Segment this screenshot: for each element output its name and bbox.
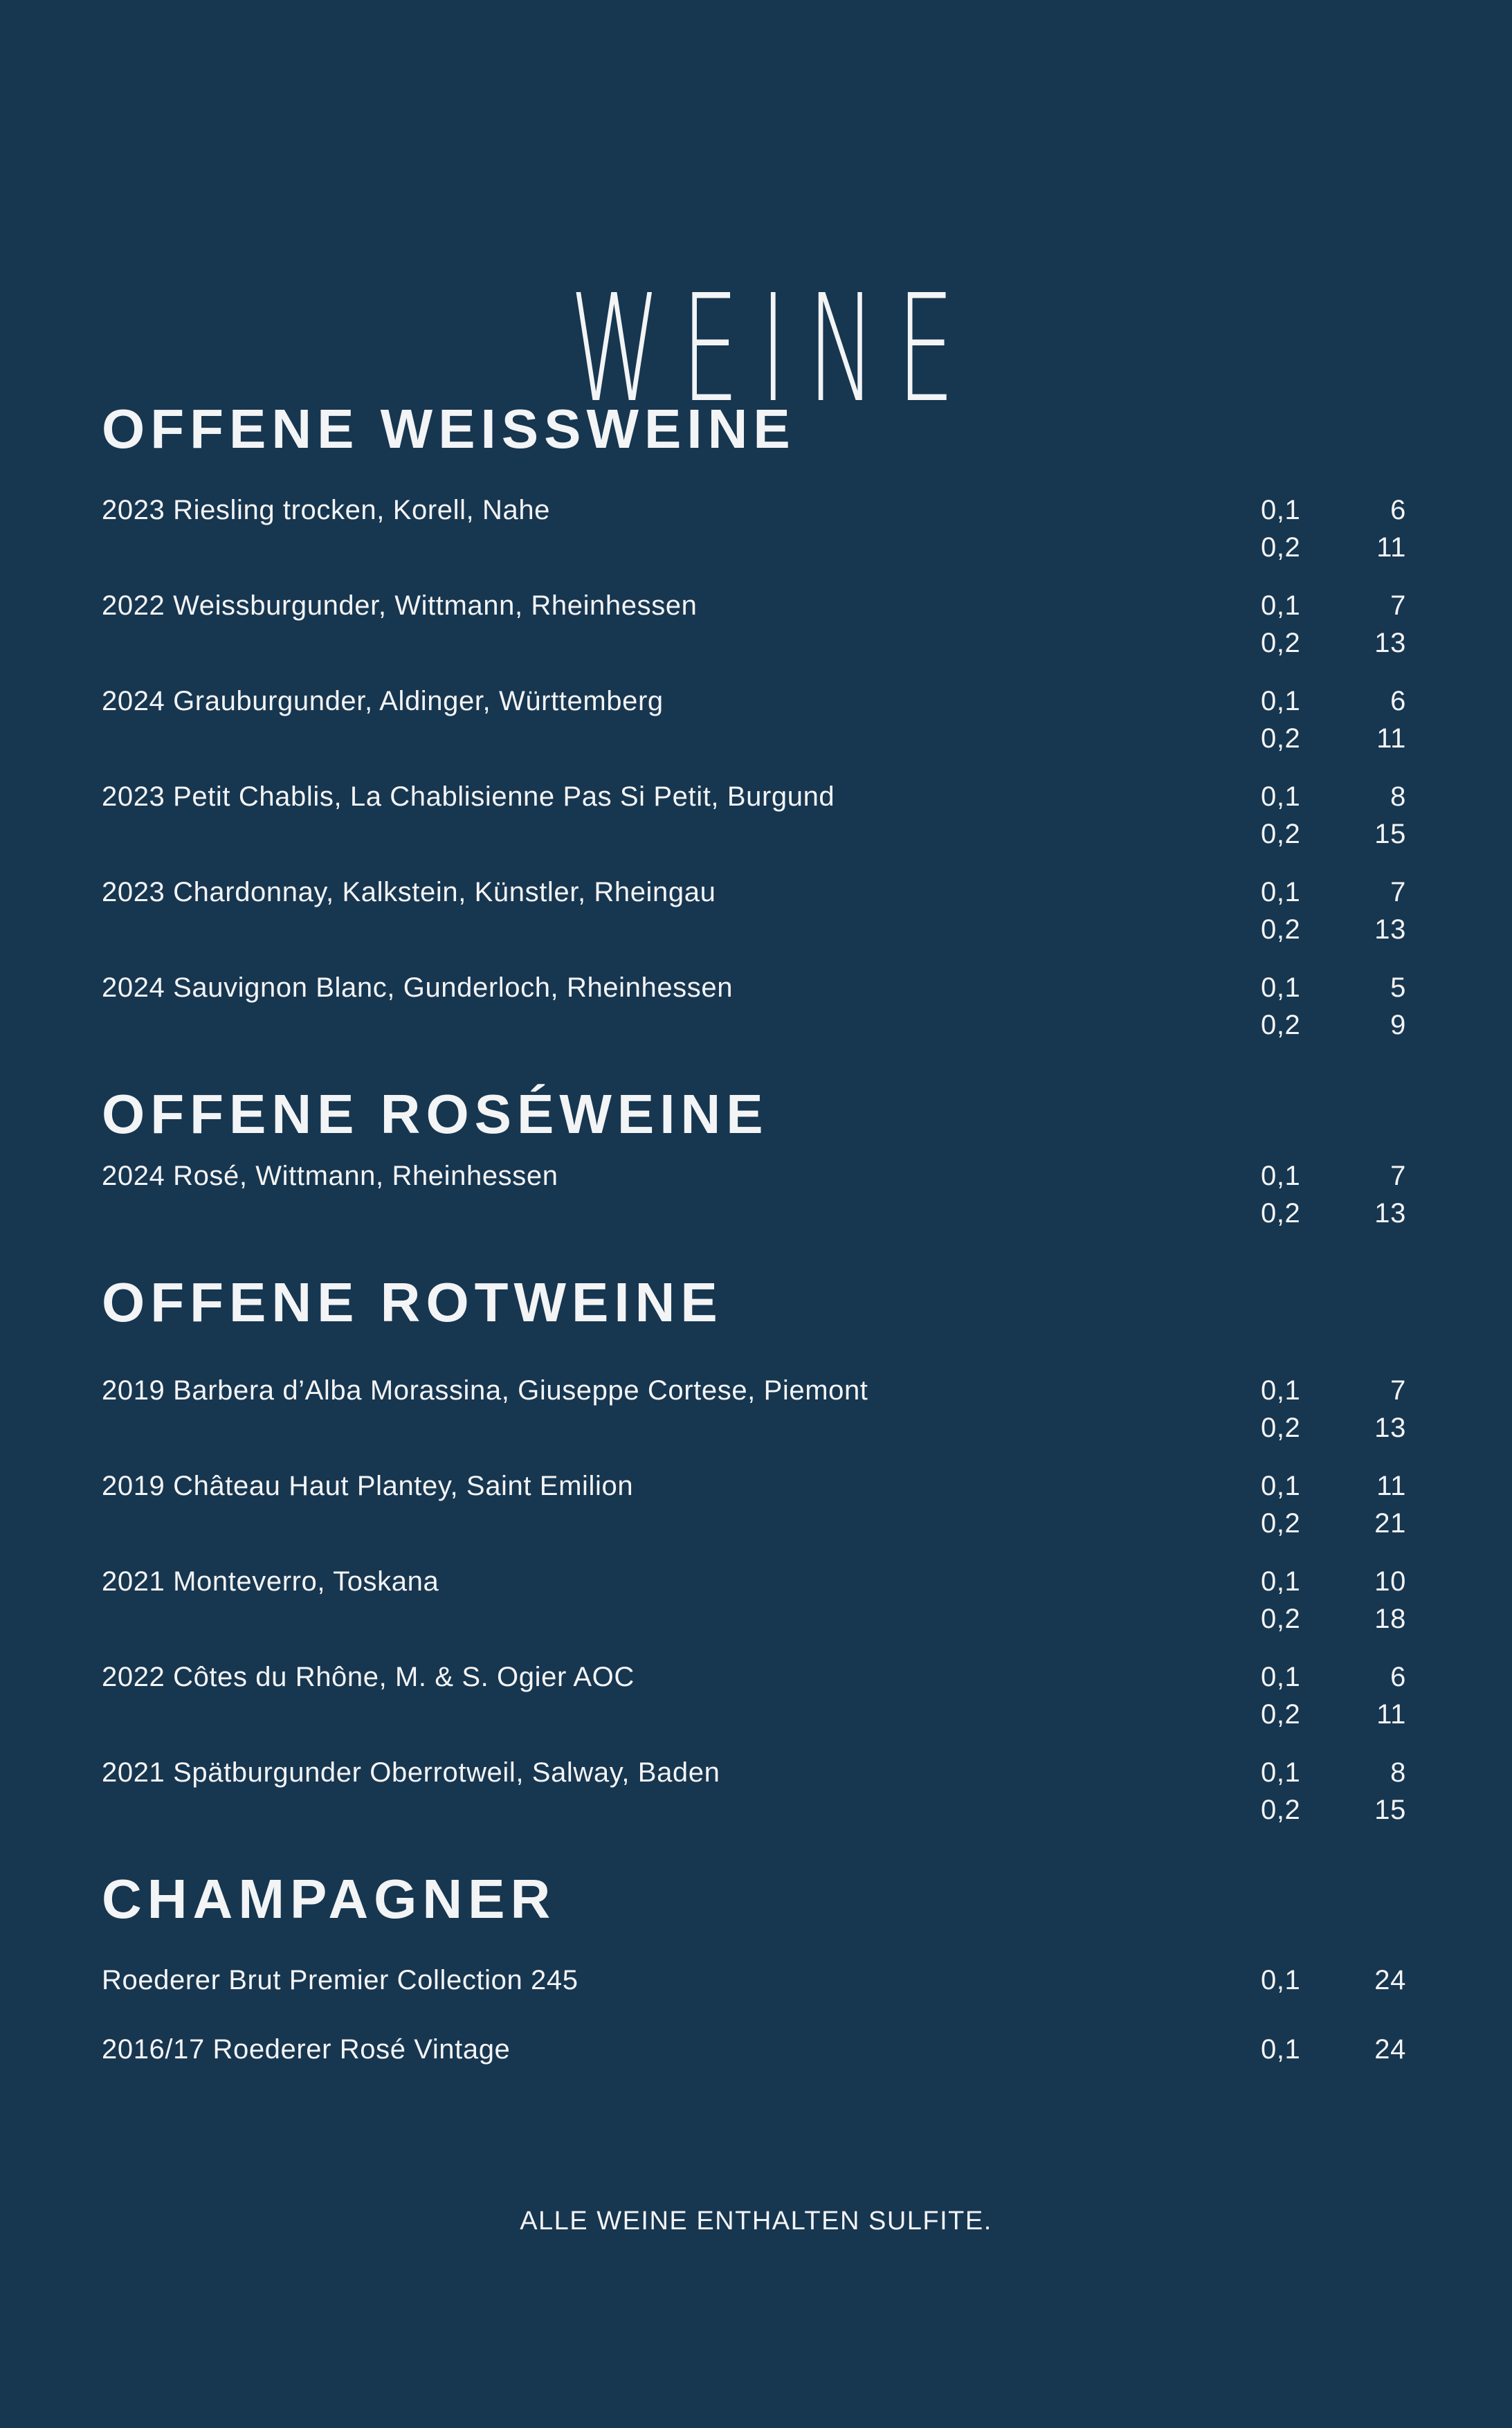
page-title: WEINE (570, 263, 976, 436)
price-row (1261, 1600, 1406, 1638)
price: 11 (1376, 723, 1406, 754)
wine-name: 2022 Weissburgunder, Wittmann, Rheinhessen (102, 590, 698, 621)
price: 21 (1374, 1508, 1406, 1539)
glass-size: 0,1 (1261, 495, 1301, 525)
glass-size: 0,1 (1261, 1566, 1301, 1597)
price-row (1261, 873, 1406, 911)
wine-menu (102, 398, 1406, 2068)
price-row (1261, 969, 1406, 1006)
price: 13 (1374, 1198, 1406, 1229)
glass-size: 0,2 (1261, 819, 1301, 849)
price-table (1261, 2031, 1406, 2068)
price-table (1261, 1962, 1406, 1999)
price-table (1261, 491, 1406, 566)
section-heading: CHAMPAGNER (102, 1868, 556, 1930)
glass-size: 0,2 (1261, 1604, 1301, 1634)
wine-item (102, 969, 1406, 1044)
wine-item (102, 1962, 1406, 1999)
wine-name: 2019 Barbera d’Alba Morassina, Giuseppe Cortese, Piemont (102, 1375, 868, 1406)
price-table (1261, 587, 1406, 662)
wine-list (102, 1157, 1406, 1232)
price-row (1261, 529, 1406, 566)
wine-item (102, 587, 1406, 662)
glass-size: 0,2 (1261, 1010, 1301, 1040)
wine-name: 2023 Chardonnay, Kalkstein, Künstler, Rheingau (102, 877, 716, 907)
wine-list (102, 491, 1406, 1044)
price: 8 (1390, 781, 1406, 812)
wine-name: 2016/17 Roederer Rosé Vintage (102, 2034, 511, 2065)
price: 11 (1376, 1471, 1406, 1501)
glass-size: 0,1 (1261, 1471, 1301, 1501)
section-heading: OFFENE ROSÉWEINE (102, 1083, 769, 1145)
menu-section (102, 1083, 1406, 1232)
price-row (1261, 624, 1406, 662)
glass-size: 0,1 (1261, 877, 1301, 907)
price-row (1261, 1791, 1406, 1829)
wine-name: 2021 Spätburgunder Oberrotweil, Salway, Baden (102, 1757, 720, 1788)
wine-item (102, 1372, 1406, 1447)
price-row (1261, 1696, 1406, 1733)
price: 9 (1390, 1010, 1406, 1040)
wine-name: 2019 Château Haut Plantey, Saint Emilion (102, 1471, 634, 1501)
glass-size: 0,1 (1261, 972, 1301, 1003)
wine-name: 2024 Grauburgunder, Aldinger, Württemberg (102, 686, 664, 716)
glass-size: 0,2 (1261, 1198, 1301, 1229)
wine-item (102, 873, 1406, 948)
price-row (1261, 911, 1406, 948)
price-row (1261, 1006, 1406, 1044)
price-row (1261, 720, 1406, 757)
price: 6 (1390, 495, 1406, 525)
glass-size: 0,2 (1261, 1413, 1301, 1443)
price-row (1261, 1372, 1406, 1409)
glass-size: 0,1 (1261, 686, 1301, 716)
price-row (1261, 1658, 1406, 1696)
wine-item (102, 1754, 1406, 1829)
wine-item (102, 1658, 1406, 1733)
price-row (1261, 1157, 1406, 1195)
wine-name: 2023 Riesling trocken, Korell, Nahe (102, 495, 551, 525)
price-table (1261, 969, 1406, 1044)
glass-size: 0,2 (1261, 723, 1301, 754)
glass-size: 0,1 (1261, 1965, 1301, 1995)
price: 18 (1374, 1604, 1406, 1634)
price: 11 (1376, 1699, 1406, 1730)
sulfite-note: ALLE WEINE ENTHALTEN SULFITE. (520, 2207, 992, 2236)
glass-size: 0,1 (1261, 781, 1301, 812)
wine-item (102, 778, 1406, 853)
price-table (1261, 682, 1406, 757)
glass-size: 0,2 (1261, 1699, 1301, 1730)
wine-item (102, 491, 1406, 566)
price: 13 (1374, 628, 1406, 658)
price-table (1261, 1157, 1406, 1232)
wine-name: 2024 Sauvignon Blanc, Gunderloch, Rheinhessen (102, 972, 734, 1003)
menu-section (102, 1271, 1406, 1829)
price: 7 (1390, 1375, 1406, 1406)
glass-size: 0,1 (1261, 1161, 1301, 1191)
price-row (1261, 1409, 1406, 1447)
menu-section (102, 398, 1406, 1044)
wine-name: 2021 Monteverro, Toskana (102, 1566, 439, 1597)
price: 24 (1374, 1965, 1406, 1995)
price-table (1261, 1563, 1406, 1638)
price-table (1261, 778, 1406, 853)
wine-list (102, 1962, 1406, 2068)
wine-list (102, 1372, 1406, 1829)
glass-size: 0,1 (1261, 1757, 1301, 1788)
price-row (1261, 1195, 1406, 1232)
glass-size: 0,2 (1261, 1508, 1301, 1539)
price-row (1261, 1467, 1406, 1505)
price-table (1261, 1658, 1406, 1733)
price-row (1261, 682, 1406, 720)
glass-size: 0,2 (1261, 1795, 1301, 1825)
section-heading: OFFENE WEISSWEINE (102, 398, 796, 460)
price: 7 (1390, 590, 1406, 621)
glass-size: 0,2 (1261, 914, 1301, 945)
wine-item (102, 2031, 1406, 2068)
price-row (1261, 1754, 1406, 1791)
price-row (1261, 1505, 1406, 1542)
wine-item (102, 1563, 1406, 1638)
price: 24 (1374, 2034, 1406, 2065)
price-row (1261, 815, 1406, 853)
glass-size: 0,1 (1261, 2034, 1301, 2065)
price-table (1261, 873, 1406, 948)
price: 7 (1390, 877, 1406, 907)
price-row (1261, 778, 1406, 815)
price-row (1261, 491, 1406, 529)
price-row (1261, 2031, 1406, 2068)
price: 8 (1390, 1757, 1406, 1788)
glass-size: 0,2 (1261, 532, 1301, 563)
glass-size: 0,1 (1261, 1375, 1301, 1406)
price: 7 (1390, 1161, 1406, 1191)
wine-item (102, 682, 1406, 757)
price: 11 (1376, 532, 1406, 563)
price: 5 (1390, 972, 1406, 1003)
wine-name: Roederer Brut Premier Collection 245 (102, 1965, 579, 1995)
price-table (1261, 1467, 1406, 1542)
price: 13 (1374, 1413, 1406, 1443)
price: 10 (1374, 1566, 1406, 1597)
wine-item (102, 1157, 1406, 1232)
price: 15 (1374, 1795, 1406, 1825)
glass-size: 0,1 (1261, 1662, 1301, 1692)
price: 15 (1374, 819, 1406, 849)
price: 13 (1374, 914, 1406, 945)
menu-section (102, 1868, 1406, 2068)
wine-name: 2023 Petit Chablis, La Chablisienne Pas Si Petit, Burgund (102, 781, 835, 812)
price: 6 (1390, 686, 1406, 716)
price-table (1261, 1754, 1406, 1829)
price-row (1261, 1563, 1406, 1600)
section-heading: OFFENE ROTWEINE (102, 1271, 723, 1333)
glass-size: 0,1 (1261, 590, 1301, 621)
price-row (1261, 587, 1406, 624)
wine-item (102, 1467, 1406, 1542)
wine-name: 2022 Côtes du Rhône, M. & S. Ogier AOC (102, 1662, 635, 1692)
glass-size: 0,2 (1261, 628, 1301, 658)
price-table (1261, 1372, 1406, 1447)
price: 6 (1390, 1662, 1406, 1692)
price-row (1261, 1962, 1406, 1999)
wine-name: 2024 Rosé, Wittmann, Rheinhessen (102, 1161, 558, 1191)
